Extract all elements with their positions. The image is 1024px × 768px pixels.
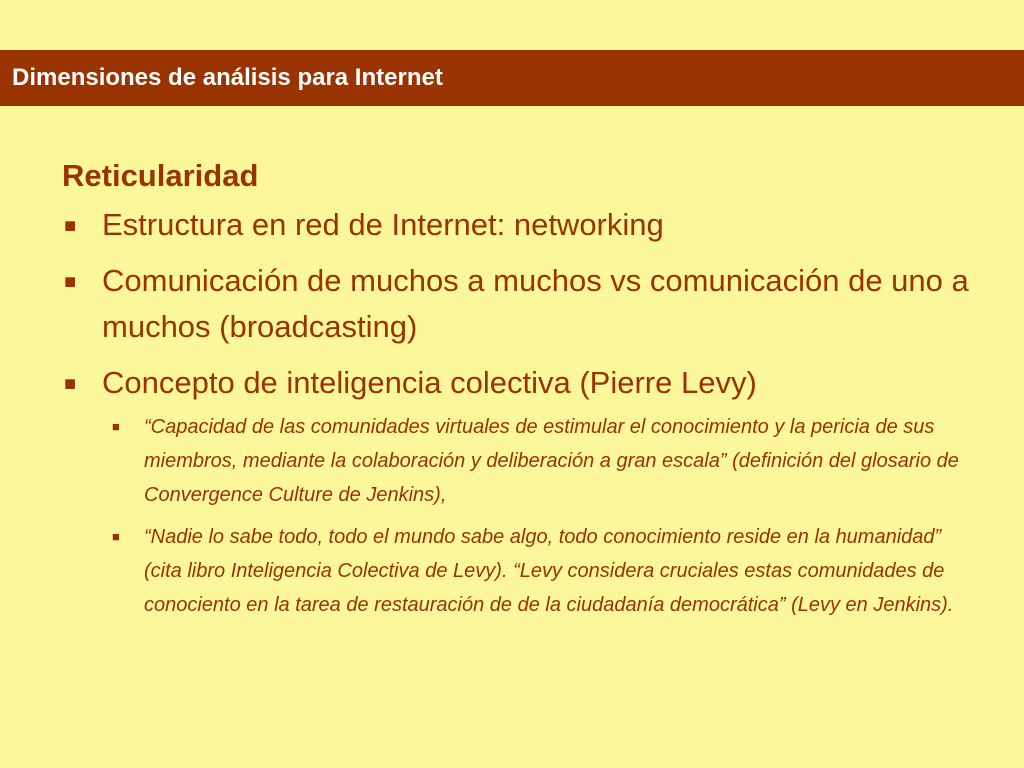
square-bullet-icon: ■: [112, 529, 120, 544]
section-heading: Reticularidad: [62, 158, 259, 193]
square-bullet-icon: ■: [64, 215, 77, 237]
sub-bullet-item: [112, 520, 974, 622]
square-bullet-icon: ■: [64, 373, 77, 395]
title-bar: [0, 50, 1024, 106]
bullet-text: Estructura en red de Internet: networking: [102, 207, 664, 242]
bullet-item: [62, 360, 982, 406]
square-bullet-icon: ■: [112, 419, 120, 434]
bullet-item: [62, 258, 982, 350]
sub-bullet-item: [112, 410, 974, 512]
square-bullet-icon: ■: [64, 271, 77, 293]
bullet-item: [62, 202, 982, 248]
slide-content: [62, 156, 982, 630]
bullet-text: Comunicación de muchos a muchos vs comunicación de uno a muchos (broadcasting): [102, 263, 969, 344]
sub-bullet-text: “Capacidad de las comunidades virtuales de estimular el conocimiento y la pericia de sus miembros, mediante la colaboración y deliberación a gran escala” (definición del glosario de Convergence Culture de Jenkins),: [144, 416, 959, 506]
slide-title: Dimensiones de análisis para Internet: [12, 64, 443, 91]
bullet-text: Concepto de inteligencia colectiva (Pierre Levy): [102, 365, 757, 400]
sub-bullet-text: “Nadie lo sabe todo, todo el mundo sabe algo, todo conocimiento reside en la humanidad” (cita libro Inteligencia Colectiva de Levy). “Levy considera cruciales estas comunidades de conociento en la tarea de restauración de de la ciudadanía democrática” (Levy en Jenkins).: [144, 526, 954, 616]
